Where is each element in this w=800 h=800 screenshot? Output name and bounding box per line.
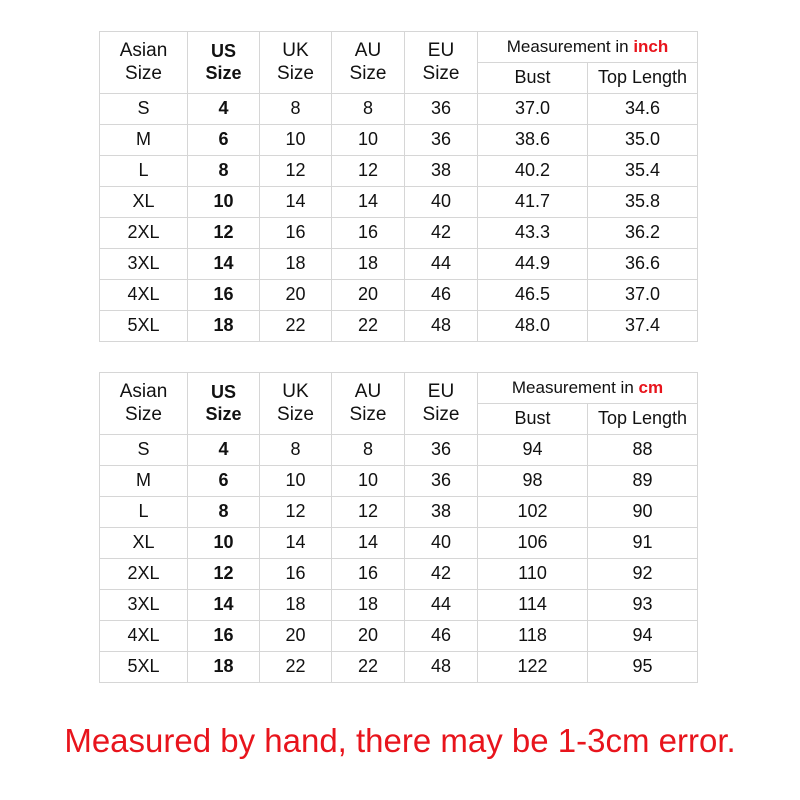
header-au-size: AU Size — [332, 373, 405, 435]
cell-us-size: 16 — [188, 621, 260, 652]
table-row — [100, 156, 698, 187]
table-row — [100, 497, 698, 528]
cell-eu-size: 46 — [405, 280, 478, 311]
cell-asian-size: 3XL — [100, 590, 188, 621]
cell-top-length: 37.0 — [588, 280, 698, 311]
table-row — [100, 466, 698, 497]
header-measurement-cm: Measurement in cm — [478, 373, 698, 404]
cell-asian-size: M — [100, 466, 188, 497]
cell-uk-size: 8 — [260, 435, 332, 466]
cell-uk-size: 12 — [260, 497, 332, 528]
cell-eu-size: 48 — [405, 652, 478, 683]
cell-bust: 118 — [478, 621, 588, 652]
header-uk-size: UK Size — [260, 32, 332, 94]
cell-us-size: 14 — [188, 590, 260, 621]
cell-eu-size: 38 — [405, 156, 478, 187]
cell-bust: 48.0 — [478, 311, 588, 342]
cell-bust: 44.9 — [478, 249, 588, 280]
cell-eu-size: 40 — [405, 187, 478, 218]
cell-uk-size: 12 — [260, 156, 332, 187]
cell-top-length: 36.6 — [588, 249, 698, 280]
cell-eu-size: 36 — [405, 466, 478, 497]
cell-asian-size: 2XL — [100, 218, 188, 249]
size-chart-cm — [99, 372, 698, 683]
table-row — [100, 249, 698, 280]
cell-eu-size: 36 — [405, 125, 478, 156]
cell-us-size: 4 — [188, 435, 260, 466]
cell-bust: 122 — [478, 652, 588, 683]
cell-top-length: 34.6 — [588, 94, 698, 125]
cell-asian-size: 5XL — [100, 652, 188, 683]
cell-uk-size: 18 — [260, 249, 332, 280]
cell-eu-size: 46 — [405, 621, 478, 652]
cell-uk-size: 10 — [260, 466, 332, 497]
cell-asian-size: 5XL — [100, 311, 188, 342]
cell-us-size: 16 — [188, 280, 260, 311]
cell-au-size: 18 — [332, 249, 405, 280]
header-asian-size: Asian Size — [100, 32, 188, 94]
unit-label: inch — [633, 36, 669, 56]
header-us-size: US Size — [188, 373, 260, 435]
cell-bust: 106 — [478, 528, 588, 559]
cell-au-size: 22 — [332, 652, 405, 683]
table-row — [100, 94, 698, 125]
cell-top-length: 94 — [588, 621, 698, 652]
cell-eu-size: 42 — [405, 559, 478, 590]
header-us-size: US Size — [188, 32, 260, 94]
cell-uk-size: 20 — [260, 621, 332, 652]
cell-uk-size: 16 — [260, 559, 332, 590]
cell-eu-size: 42 — [405, 218, 478, 249]
header-measurement-inch: Measurement in inch — [478, 32, 698, 63]
cell-au-size: 12 — [332, 156, 405, 187]
cell-top-length: 91 — [588, 528, 698, 559]
table-row — [100, 311, 698, 342]
cell-au-size: 10 — [332, 466, 405, 497]
cell-asian-size: XL — [100, 528, 188, 559]
header-eu-size: EU Size — [405, 32, 478, 94]
cell-uk-size: 20 — [260, 280, 332, 311]
header-asian-size: Asian Size — [100, 373, 188, 435]
unit-label: cm — [638, 377, 664, 397]
cell-eu-size: 40 — [405, 528, 478, 559]
cell-bust: 37.0 — [478, 94, 588, 125]
table-row — [100, 218, 698, 249]
header-au-size: AU Size — [332, 32, 405, 94]
cell-us-size: 18 — [188, 652, 260, 683]
cell-us-size: 6 — [188, 466, 260, 497]
table-row — [100, 590, 698, 621]
cell-us-size: 12 — [188, 559, 260, 590]
cell-uk-size: 22 — [260, 652, 332, 683]
cell-au-size: 8 — [332, 94, 405, 125]
cell-asian-size: 4XL — [100, 280, 188, 311]
cell-bust: 43.3 — [478, 218, 588, 249]
cell-asian-size: L — [100, 497, 188, 528]
header-top-length: Top Length — [588, 63, 698, 94]
cell-asian-size: L — [100, 156, 188, 187]
cell-asian-size: 4XL — [100, 621, 188, 652]
cell-us-size: 14 — [188, 249, 260, 280]
cell-eu-size: 44 — [405, 249, 478, 280]
cell-top-length: 37.4 — [588, 311, 698, 342]
cell-asian-size: XL — [100, 187, 188, 218]
cell-au-size: 16 — [332, 218, 405, 249]
cell-bust: 38.6 — [478, 125, 588, 156]
cell-asian-size: S — [100, 94, 188, 125]
header-eu-size: EU Size — [405, 373, 478, 435]
cell-us-size: 18 — [188, 311, 260, 342]
cell-au-size: 20 — [332, 280, 405, 311]
cell-us-size: 8 — [188, 156, 260, 187]
cell-top-length: 36.2 — [588, 218, 698, 249]
cell-bust: 102 — [478, 497, 588, 528]
cell-top-length: 92 — [588, 559, 698, 590]
size-chart-inch — [99, 31, 698, 342]
table-row — [100, 435, 698, 466]
cell-bust: 40.2 — [478, 156, 588, 187]
table-row — [100, 621, 698, 652]
table-row — [100, 280, 698, 311]
cell-bust: 98 — [478, 466, 588, 497]
cell-uk-size: 8 — [260, 94, 332, 125]
cell-top-length: 88 — [588, 435, 698, 466]
cell-bust: 94 — [478, 435, 588, 466]
cell-au-size: 14 — [332, 528, 405, 559]
cell-us-size: 8 — [188, 497, 260, 528]
cell-bust: 46.5 — [478, 280, 588, 311]
table-row — [100, 125, 698, 156]
header-top-length: Top Length — [588, 404, 698, 435]
cell-eu-size: 36 — [405, 435, 478, 466]
cell-top-length: 93 — [588, 590, 698, 621]
header-uk-size: UK Size — [260, 373, 332, 435]
cell-uk-size: 14 — [260, 187, 332, 218]
measurement-disclaimer: Measured by hand, there may be 1-3cm error. — [64, 722, 736, 759]
cell-top-length: 35.0 — [588, 125, 698, 156]
cell-uk-size: 14 — [260, 528, 332, 559]
cell-asian-size: 3XL — [100, 249, 188, 280]
table-row — [100, 528, 698, 559]
cell-eu-size: 44 — [405, 590, 478, 621]
table-body — [100, 94, 698, 342]
cell-top-length: 95 — [588, 652, 698, 683]
cell-au-size: 20 — [332, 621, 405, 652]
cell-uk-size: 16 — [260, 218, 332, 249]
cell-au-size: 22 — [332, 311, 405, 342]
table-body — [100, 435, 698, 683]
cell-au-size: 10 — [332, 125, 405, 156]
cell-us-size: 12 — [188, 218, 260, 249]
cell-au-size: 18 — [332, 590, 405, 621]
cell-top-length: 35.4 — [588, 156, 698, 187]
cell-asian-size: 2XL — [100, 559, 188, 590]
cell-au-size: 14 — [332, 187, 405, 218]
cell-top-length: 90 — [588, 497, 698, 528]
cell-us-size: 6 — [188, 125, 260, 156]
cell-top-length: 35.8 — [588, 187, 698, 218]
cell-eu-size: 48 — [405, 311, 478, 342]
table-row — [100, 559, 698, 590]
header-bust: Bust — [478, 404, 588, 435]
cell-au-size: 12 — [332, 497, 405, 528]
cell-bust: 114 — [478, 590, 588, 621]
cell-eu-size: 38 — [405, 497, 478, 528]
header-bust: Bust — [478, 63, 588, 94]
cell-top-length: 89 — [588, 466, 698, 497]
cell-uk-size: 22 — [260, 311, 332, 342]
cell-us-size: 4 — [188, 94, 260, 125]
cell-bust: 110 — [478, 559, 588, 590]
cell-uk-size: 18 — [260, 590, 332, 621]
cell-us-size: 10 — [188, 187, 260, 218]
cell-uk-size: 10 — [260, 125, 332, 156]
cell-bust: 41.7 — [478, 187, 588, 218]
cell-asian-size: M — [100, 125, 188, 156]
cell-us-size: 10 — [188, 528, 260, 559]
cell-au-size: 16 — [332, 559, 405, 590]
table-row — [100, 187, 698, 218]
cell-eu-size: 36 — [405, 94, 478, 125]
table-row — [100, 652, 698, 683]
cell-asian-size: S — [100, 435, 188, 466]
cell-au-size: 8 — [332, 435, 405, 466]
